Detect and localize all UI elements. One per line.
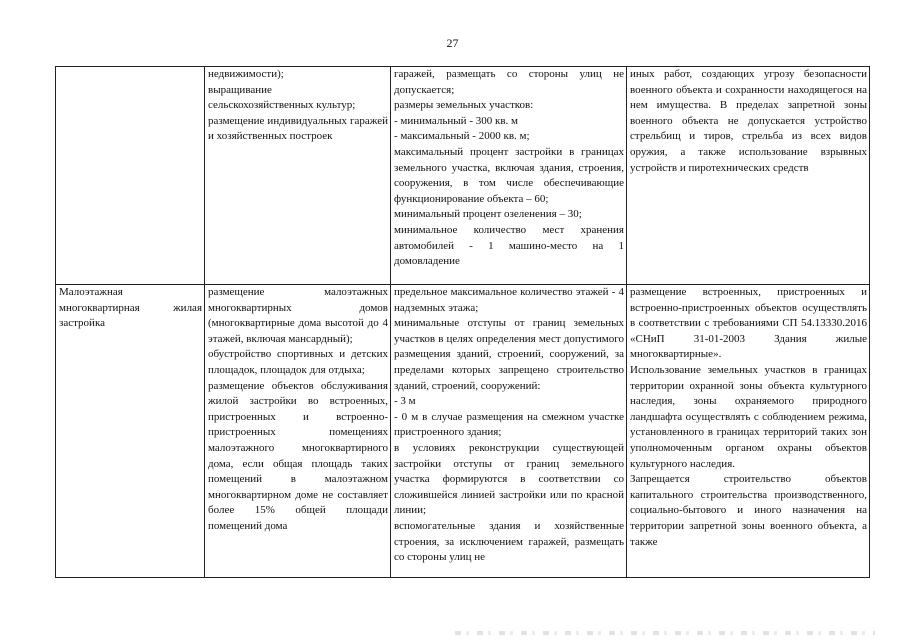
parameter-text: минимальный процент озеленения – 30;	[394, 208, 582, 221]
restrictions-cell	[627, 67, 870, 285]
page-number: 27	[446, 36, 459, 50]
parameter-text: минимальное количество мест хранения автомобилей - 1 машино-место на 1 домовладение	[394, 223, 624, 268]
restriction-text: Использование земельных участков в границах территории охранной зоны объекта культурного наследия, зоны охраняемого природного ландшафта осуществлять с соблюдением режима, установленного в границах территорий таких зон уполномоченным органом охраны объектов культурного наследия.	[630, 363, 867, 470]
parameters-cell	[391, 67, 627, 285]
parameter-text: минимальные отступы от границ земельных участков в целях определения мест допустимого размещения зданий, строений, сооружений, за пределами которых запрещено строительство зданий, строений, сооружений:	[394, 317, 624, 392]
restriction-text: Запрещается строительство объектов капитального строительства производственного, социально-бытового и иного назначения на территории запретной зоны военного объекта, а также	[630, 473, 867, 548]
parameters-cell	[391, 285, 627, 578]
restrictions-cell	[627, 285, 870, 578]
zone-name-cell	[56, 67, 205, 285]
zoning-regulations-table	[55, 66, 870, 578]
restriction-text: размещение встроенных, пристроенных и встроенно-пристроенных объектов осуществлять в соответствии с требованиями СП 54.13330.2016 «СНиП 31-01-2003 Здания жилые многоквартирные».	[630, 286, 867, 361]
main-use-text: размещение объектов обслуживания жилой застройки во встроенных, пристроенных и встроенно-пристроенных помещениях малоэтажного многоквартирного дома, если общая площадь таких помещений в малоэтажном многоквартирном доме не составляет более 15% общей площади помещений дома	[208, 379, 388, 532]
table-row	[56, 67, 870, 285]
main-use-text: сельскохозяйственных культур;	[208, 99, 356, 112]
main-use-text: недвижимости);	[208, 68, 284, 80]
parameter-text: гаражей, размещать со стороны улиц не допускается;	[394, 68, 624, 96]
parameter-text: вспомогательные здания и хозяйственные строения, за исключением гаражей, размещать со стороны улиц не	[394, 519, 624, 564]
parameter-text: в условиях реконструкции существующей застройки отступы от границ земельного участка формируются в соответствии со сложившейся линией застройки или по красной линии;	[394, 441, 624, 517]
table-row	[56, 285, 870, 578]
main-uses-cell	[205, 285, 391, 578]
zone-name: Малоэтажная многоквартирная жилая застройка	[59, 286, 202, 330]
parameter-text: - максимальный - 2000 кв. м;	[394, 130, 530, 143]
scan-artifact	[455, 631, 875, 635]
parameter-text: - минимальный - 300 кв. м	[394, 114, 518, 127]
parameter-text: - 3 м	[394, 395, 416, 408]
restriction-text: иных работ, создающих угрозу безопасности военного объекта и сохранности находящегося на нем имущества. В пределах запретной зоны военного объекта не допускается устройство стрельбищ и тиров, стрельба из всех видов оружия, а также использование взрывных устройств и пиротехнических средств	[630, 68, 867, 174]
parameter-text: размеры земельных участков:	[394, 99, 534, 112]
main-use-text: обустройство спортивных и детских площадок, площадок для отдыха;	[208, 348, 388, 376]
zone-name-cell	[56, 285, 205, 578]
main-uses-cell	[205, 67, 391, 285]
main-use-text: выращивание	[208, 83, 272, 96]
parameter-text: максимальный процент застройки в границах земельного участка, включая здания, строения, сооружения, в том числе обеспечивающие функционирование объекта – 60;	[394, 145, 624, 205]
parameter-text: предельное максимальное количество этажей - 4 надземных этажа;	[394, 286, 624, 314]
main-use-text: размещение малоэтажных многоквартирных домов (многоквартирные дома высотой до 4 этажей, включая мансардный);	[208, 286, 388, 345]
main-use-text: размещение индивидуальных гаражей и хозяйственных построек	[208, 114, 388, 143]
parameter-text: - 0 м в случае размещения на смежном участке пристроенного здания;	[394, 410, 624, 439]
